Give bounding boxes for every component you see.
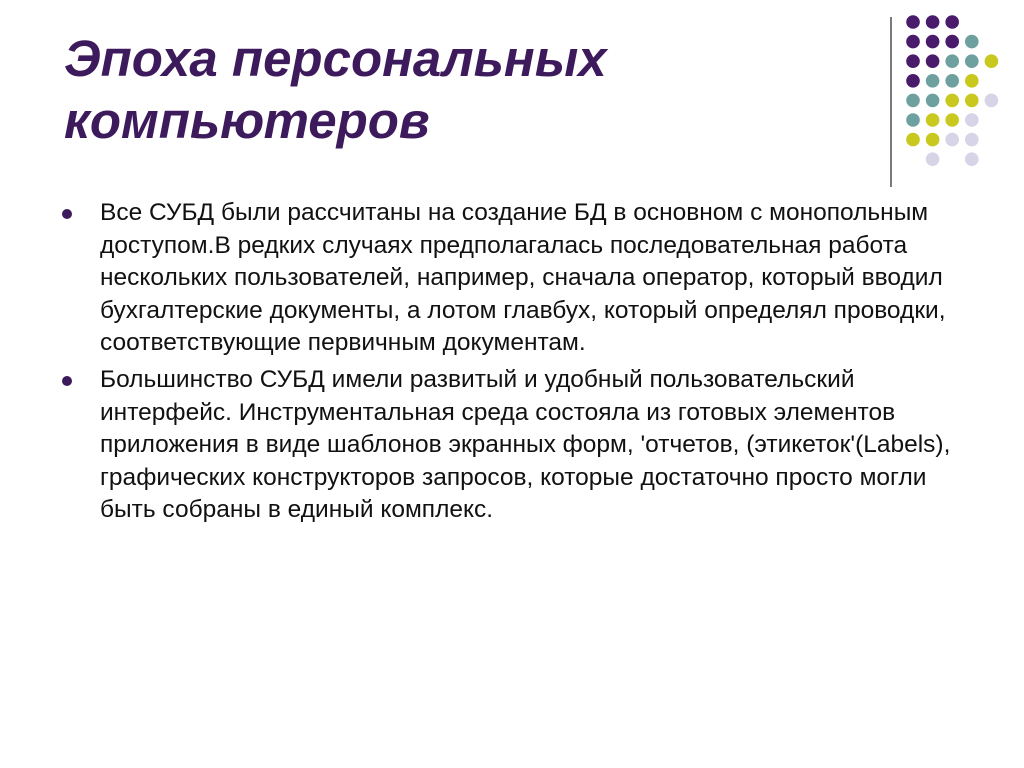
decorative-dot	[985, 54, 999, 68]
bullet-item-2	[62, 364, 962, 527]
bullet-marker	[62, 209, 72, 219]
decorative-dot	[906, 74, 920, 88]
decorative-dot	[985, 94, 999, 108]
slide-title: Эпоха персональных компьютеров	[64, 30, 607, 149]
decorative-dot	[945, 113, 959, 127]
bullet-text-2: Большинство СУБД имели развитый и удобный пользовательский интерфейс. Инструментальная среда состояла из готовых элементов приложения в виде шаблонов экранных форм, 'отчетов, (этикеток'(Labels), графических конструкторов запросов, которые достаточно просто могли быть собраны в единый комплекс.	[100, 365, 951, 524]
decorative-dot	[906, 113, 920, 127]
bullet-item-1	[62, 197, 962, 360]
decorative-dot	[945, 74, 959, 88]
decorative-dot	[926, 35, 940, 49]
decorative-dot	[945, 35, 959, 49]
decorative-dot	[965, 94, 979, 108]
decorative-dot	[926, 94, 940, 108]
decorative-dot	[965, 74, 979, 88]
decorative-dot	[965, 113, 979, 127]
title-divider	[890, 17, 892, 187]
decorative-dot	[926, 15, 940, 29]
decorative-dot	[945, 15, 959, 29]
decorative-dot	[965, 35, 979, 49]
decorative-dot	[906, 54, 920, 68]
decorative-dot	[926, 152, 940, 166]
decorative-dot	[945, 94, 959, 108]
bullet-text-1: Все СУБД были рассчитаны на создание БД в основном с монопольным доступом.В редких случаях предполагалась последовательная работа нескольких пользователей, например, сначала оператор, который вводил бухгалтерские документы, а лотом главбух, который определял проводки, соответствующие первичным документам.	[100, 199, 946, 357]
decorative-dot	[945, 54, 959, 68]
decorative-dot-grid	[903, 12, 1013, 167]
decorative-dot	[906, 35, 920, 49]
decorative-dot	[965, 133, 979, 147]
decorative-dot	[926, 133, 940, 147]
decorative-dot	[965, 152, 979, 166]
bullet-list	[62, 197, 962, 531]
decorative-dot	[965, 54, 979, 68]
decorative-dot	[926, 54, 940, 68]
decorative-dot	[945, 133, 959, 147]
decorative-dot	[906, 133, 920, 147]
decorative-dot	[906, 94, 920, 108]
decorative-dot	[926, 74, 940, 88]
decorative-dot	[926, 113, 940, 127]
decorative-dot	[906, 15, 920, 29]
bullet-marker	[62, 376, 72, 386]
